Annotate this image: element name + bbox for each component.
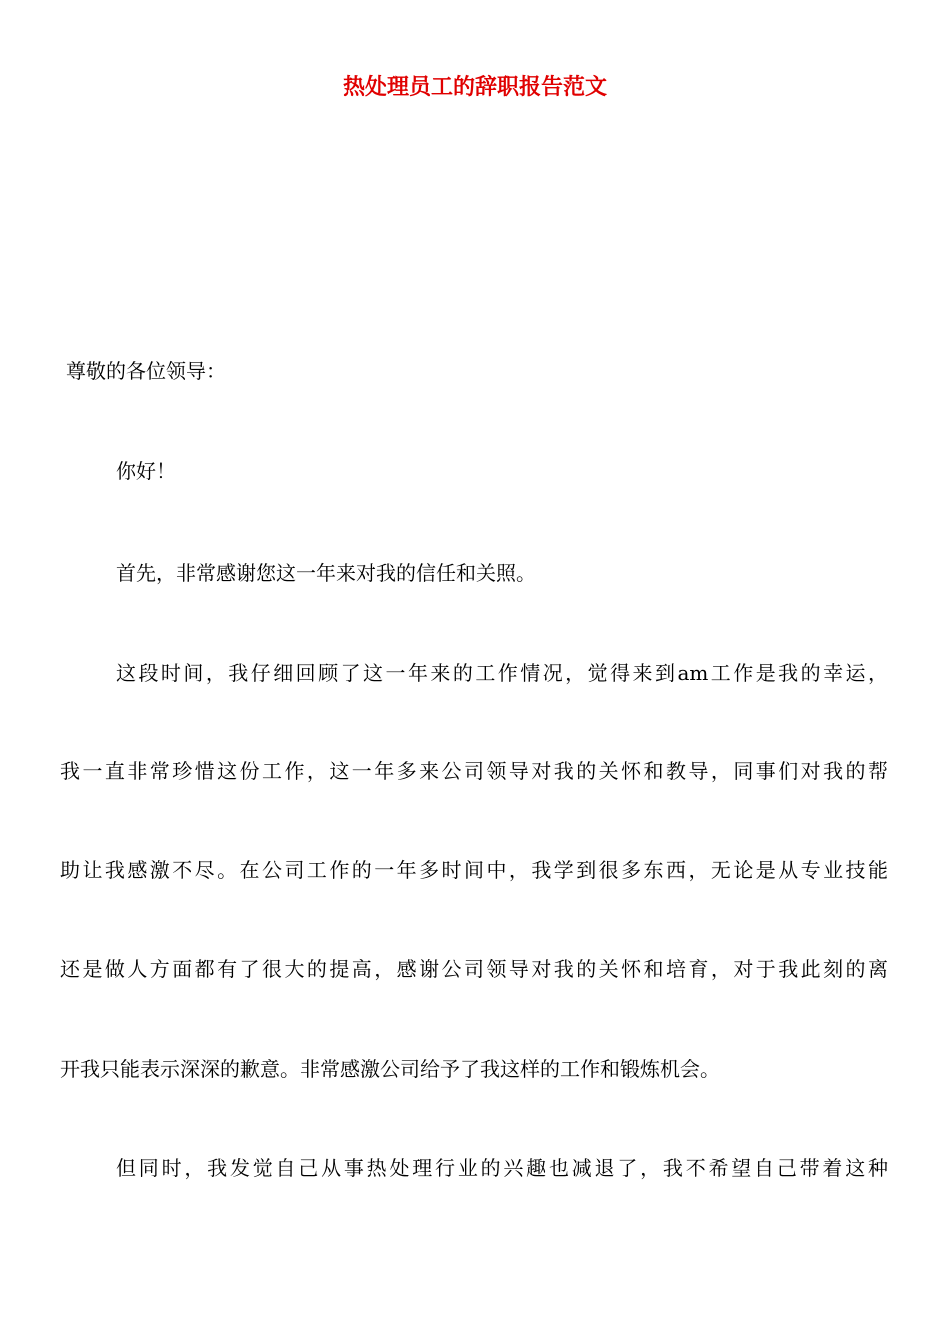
paragraph-3-line-1: 但同时，我发觉自己从事热处理行业的兴趣也减退了，我不希望自己带着这种 xyxy=(116,1156,888,1180)
document-title: 热处理员工的辞职报告范文 xyxy=(342,75,607,100)
paragraph-2-line-1: 这段时间，我仔细回顾了这一年来的工作情况，觉得来到am工作是我的幸运， xyxy=(116,661,888,685)
greeting: 你好！ xyxy=(116,459,176,483)
paragraph-2-line-2: 我一直非常珍惜这份工作，这一年多来公司领导对我的关怀和教导，同事们对我的帮 xyxy=(60,759,888,783)
paragraph-2-line-3: 助让我感激不尽。在公司工作的一年多时间中，我学到很多东西，无论是从专业技能 xyxy=(60,858,888,882)
paragraph-2-line-4: 还是做人方面都有了很大的提高，感谢公司领导对我的关怀和培育，对于我此刻的离 xyxy=(60,957,888,981)
paragraph-2-line-5: 开我只能表示深深的歉意。非常感激公司给予了我这样的工作和锻炼机会。 xyxy=(60,1057,720,1081)
paragraph-1: 首先，非常感谢您这一年来对我的信任和关照。 xyxy=(116,561,536,585)
salutation: 尊敬的各位领导： xyxy=(66,359,226,383)
